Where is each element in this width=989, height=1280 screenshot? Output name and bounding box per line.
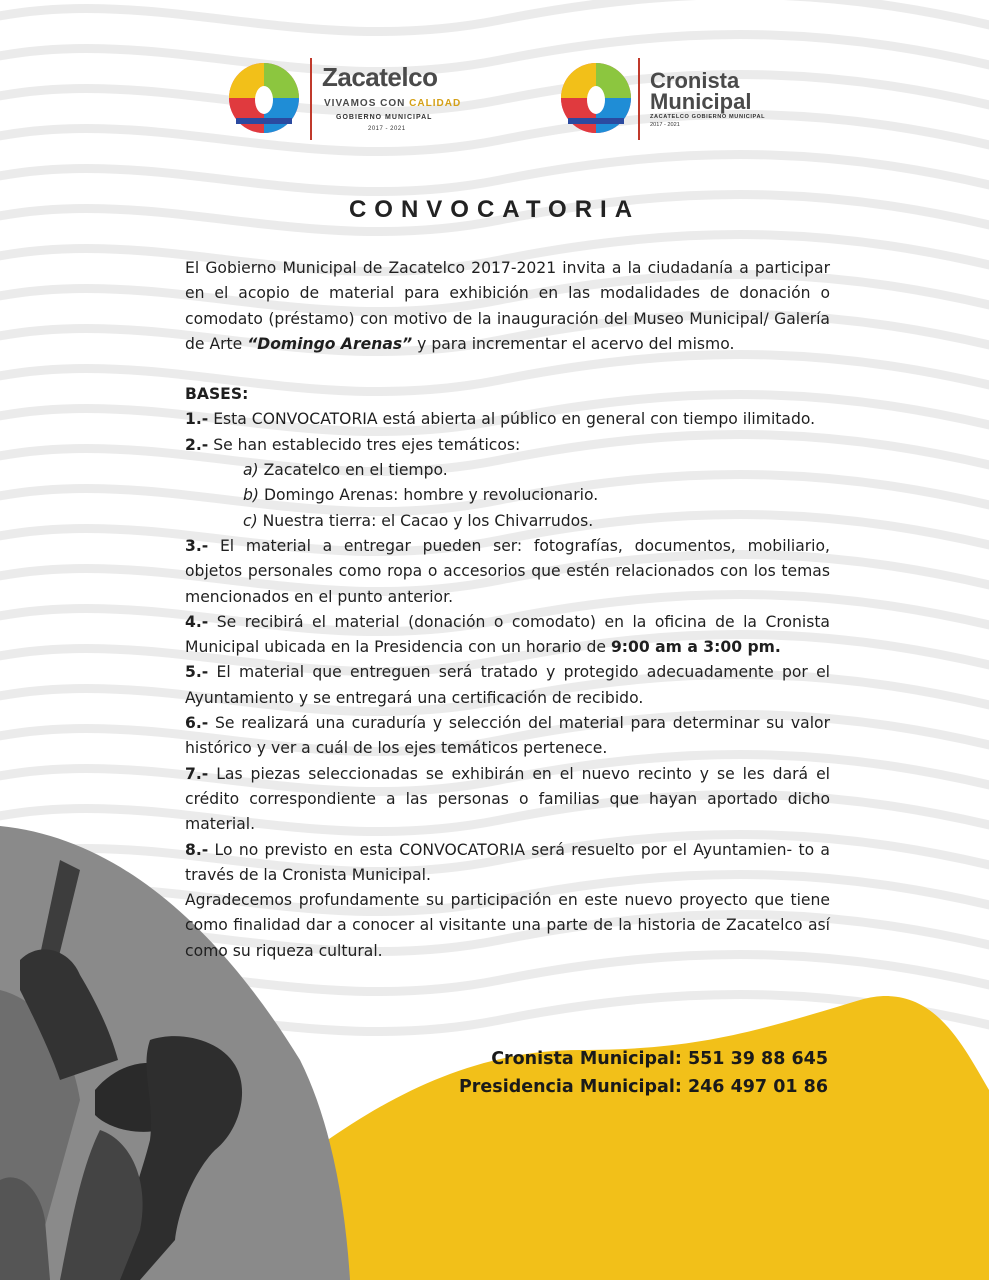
item-number: 2.- bbox=[185, 435, 209, 454]
cronista-emblem-icon bbox=[560, 62, 632, 134]
theme-text: Domingo Arenas: hombre y revolucionario. bbox=[258, 486, 599, 505]
yellow-wave-shape bbox=[300, 996, 989, 1280]
base-item-2 bbox=[185, 433, 830, 458]
item-number: 7.- bbox=[185, 764, 209, 783]
logo-divider bbox=[638, 58, 640, 140]
theme-letter: b) bbox=[243, 486, 259, 505]
base-item-5 bbox=[185, 660, 830, 711]
bases-heading: BASES: bbox=[185, 385, 249, 404]
logo-divider bbox=[310, 58, 312, 140]
item-text: Esta CONVOCATORIA está abierta al público en general con tiempo ilimitado. bbox=[208, 410, 816, 429]
item-text: Se realizará una curaduría y selección del material para determinar su valor histórico y ver a cuál de los ejes temáticos pertenece. bbox=[185, 714, 830, 758]
contact-info bbox=[459, 1045, 828, 1101]
item-number: 3.- bbox=[185, 536, 209, 555]
base-item-4 bbox=[185, 610, 830, 661]
theme-text: Zacatelco en el tiempo. bbox=[258, 461, 448, 480]
base-item-8 bbox=[185, 838, 830, 889]
item-number: 4.- bbox=[185, 612, 209, 631]
base-item-1 bbox=[185, 407, 830, 432]
intro-text-end: y para incrementar el acervo del mismo. bbox=[412, 334, 735, 353]
zacatelco-emblem-icon bbox=[228, 62, 300, 134]
presidencia-phone: Presidencia Municipal: 246 497 01 86 bbox=[458, 1077, 828, 1097]
zacatelco-logo-tagline bbox=[324, 98, 461, 109]
item-text: El material a entregar pueden ser: fotografías, documentos, mobiliario, objetos personales como ropa o accesorios que estén relacionados con los temas mencionados en el punto anterior. bbox=[185, 536, 830, 606]
zacatelco-logo-years: 2017 - 2021 bbox=[368, 126, 406, 132]
item-text: Las piezas seleccionadas se exhibirán en el nuevo recinto y se les dará el crédito correspondiente a las personas o familias que hayan aportado dicho material. bbox=[185, 764, 830, 834]
theme-letter: c) bbox=[243, 511, 258, 530]
tagline-accent: CALIDAD bbox=[409, 98, 462, 109]
tagline-main: VIVAMOS CON bbox=[324, 98, 406, 109]
theme-item-a bbox=[185, 458, 830, 483]
item-text: El material que entreguen será tratado y protegido adecuadamente por el Ayuntamiento y se entregará una certificación de recibido. bbox=[185, 663, 830, 707]
base-item-7 bbox=[185, 762, 830, 838]
base-item-6 bbox=[185, 711, 830, 762]
item-number: 5.- bbox=[185, 663, 209, 682]
cronista-phone: Cronista Municipal: 551 39 88 645 bbox=[491, 1049, 828, 1069]
theme-letter: a) bbox=[243, 461, 259, 480]
page-title: CONVOCATORIA bbox=[348, 196, 641, 223]
theme-item-c bbox=[185, 509, 830, 534]
main-content bbox=[185, 256, 830, 964]
intro-text: El Gobierno Municipal de Zacatelco 2017-2021 invita a la ciudadanía a participar en el acopio de material para exhibición en las modalidades de donación o comodato (préstamo) con motivo de la inauguración del Museo Municipal/ Galería de Arte bbox=[185, 259, 830, 353]
museum-name: “Domingo Arenas” bbox=[247, 334, 413, 353]
theme-text: Nuestra tierra: el Cacao y los Chivarrudos. bbox=[257, 511, 594, 530]
cronista-logo-years: 2017 - 2021 bbox=[650, 122, 680, 128]
cronista-logo-line1: Cronista bbox=[650, 68, 740, 93]
item-text: Se han establecido tres ejes temáticos: bbox=[208, 435, 521, 454]
theme-item-b bbox=[185, 483, 830, 508]
closing-paragraph: Agradecemos profundamente su participación en este nuevo proyecto que tiene como finalidad dar a conocer al visitante una parte de la historia de Zacatelco así como su riqueza cultural. bbox=[185, 891, 830, 960]
zacatelco-logo bbox=[228, 58, 468, 140]
item-number: 1.- bbox=[185, 410, 209, 429]
intro-paragraph bbox=[185, 256, 830, 357]
item-text: Lo no previsto en esta CONVOCATORIA será resuelto por el Ayuntamien- to a través de la Cronista Municipal. bbox=[185, 840, 830, 884]
item-text: Se recibirá el material (donación o comodato) en la oficina de la Cronista Municipal ubicada en la Presidencia con un horario de bbox=[185, 612, 830, 657]
cronista-logo-name bbox=[650, 70, 751, 112]
office-hours: 9:00 am a 3:00 pm. bbox=[610, 638, 781, 657]
zacatelco-logo-government: GOBIERNO MUNICIPAL bbox=[336, 114, 433, 121]
cronista-logo-subtitle: ZACATELCO GOBIERNO MUNICIPAL bbox=[650, 114, 766, 120]
base-item-3 bbox=[185, 534, 830, 610]
cronista-logo-line2: Municipal bbox=[650, 89, 752, 114]
cronista-logo bbox=[560, 58, 790, 140]
item-number: 8.- bbox=[185, 840, 209, 859]
item-number: 6.- bbox=[185, 714, 209, 733]
zacatelco-logo-name: Zacatelco bbox=[322, 62, 438, 92]
